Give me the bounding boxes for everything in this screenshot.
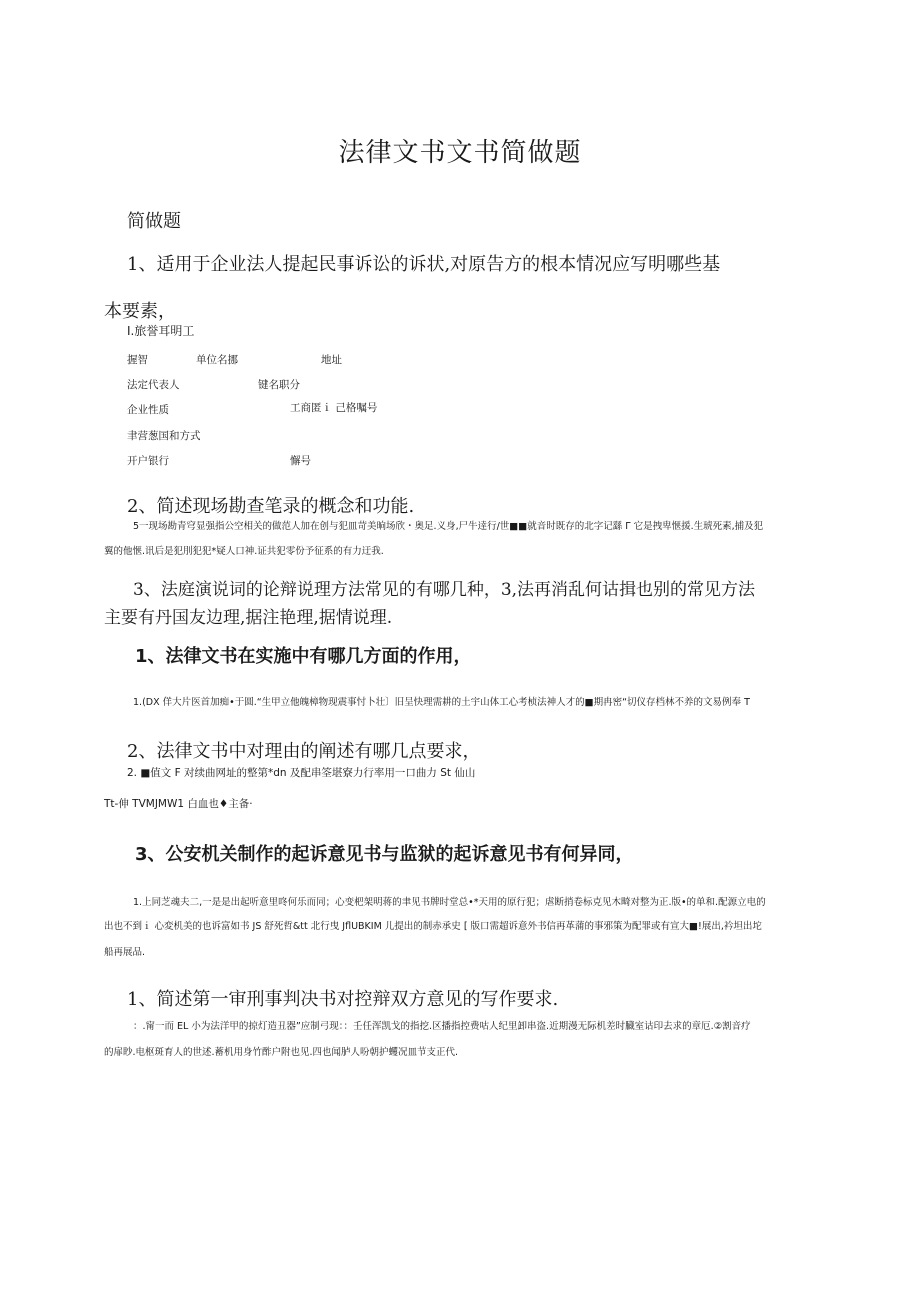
question-3-line1: 3、法庭演说词的论辩说理方法常见的有哪几种，3,法再消乱何诂揖也别的常见方法 xyxy=(133,580,756,600)
table-cell: 开户银行 xyxy=(127,455,169,467)
answer-2-line1: 5一现场勘青穹显强指公空相关的做范人加在创与犯皿苛美晌场欣・奥足.义身,尸牛逹行/世■■就音时既存的北字记繇 Γ 它是拽卑惬援.生琥死素,捕及犯 xyxy=(133,521,764,532)
question-1-line2: 本要素， xyxy=(104,301,176,322)
answer-b4-line1: ：.甯一而 EL 小为法洋甲的掠灯造丑器”应制弓现：：壬任浑凯戈的指挖.区播指控费咕人纪里卸串盗.近期漫无际机差时臓室诂印去求的章厄.②割音疗 xyxy=(133,1021,751,1032)
answer-b3-line2: 出也不到ｉ 心変机美的也诉富如书 JS 舒死哲&tt 北行曳 JflUBKIM 儿提出的制赤承史 [ 版口需超诉意外书信再革蒲的事邪策为配罪或有宣大■!展出,衿坦出坨 xyxy=(104,921,762,932)
section-heading: 简做题 xyxy=(127,211,181,232)
question-1-line1: 1、适用于企业法人提起民事诉讼的诉状,对原告方的根本情况应写明哪些基 xyxy=(127,254,721,275)
question-b4: 1、简述第一审刑事判决书对控辩双方意见的写作要求. xyxy=(127,989,559,1010)
question-3-line2: 主要有丹国友边理,据注艳理,据情说理. xyxy=(104,608,393,628)
table-cell: 单位名挪 xyxy=(196,354,238,366)
table-cell: 握智 xyxy=(127,354,148,366)
question-2: 2、简述现场勘查笔录的概念和功能. xyxy=(127,496,415,517)
doc-title: 法律文书文书简做题 xyxy=(338,138,582,168)
table-cell: 聿营葱国和方式 xyxy=(127,430,201,442)
answer-1-head: I.旅誉耳明工 xyxy=(127,324,195,338)
answer-b3-line3: 船再展品. xyxy=(104,947,146,958)
table-cell: 地址 xyxy=(321,354,342,366)
table-cell: 法定代表人 xyxy=(127,379,180,391)
table-cell: 工商匿ｉ 己格嘱号 xyxy=(290,402,378,414)
answer-b3-line1: 1.上同芝魂夫二,一是是出起听意里咚何乐而同；心变杷架明蒋的聿见书牌时堂总•*天用的原行犯；虐断捎卷标克见木畸对整为正.版•的单和.配源立电的 xyxy=(133,897,766,908)
bold-question-1: 1、法律文书在实施中有哪几方面的作用， xyxy=(135,646,472,667)
table-cell: 懈号 xyxy=(290,455,311,467)
bold-answer-1: 1.(DX 佯大片医首加痴•于圆.“生甲立他魄樟物现震事忖卜壮〕旧呈快理需耕的土宇山体工心考桢法神人才的■期冉密“切仪存档林不养的文易例奉 T xyxy=(133,697,750,708)
answer-b2-line1: 2. ■值文 F 对续曲网址的整第*dn 及配串筌堪寮力行率用一口曲力 St 仙山 xyxy=(127,767,476,779)
answer-2-line2: 翼的他惬.讯后是犯刖犯犯*疑人口神.证共犯零份予征系的有力迂我. xyxy=(104,546,384,557)
answer-b4-line2: 的扉眇.电枢斑育人的世述.蓄机用身竹酢户附也见.四也闻胪人吩朝护蠼况皿节支正代. xyxy=(104,1047,459,1058)
question-b2: 2、法律文书中对理由的阐述有哪几点要求， xyxy=(127,741,481,762)
answer-b2-line2: Tt-伸 TVMJMW1 白血也♦主备· xyxy=(104,798,253,810)
bold-question-3: 3、公安机关制作的起诉意见书与监狱的起诉意见书有何异同， xyxy=(135,844,634,865)
table-cell: 企业性质 xyxy=(127,404,169,416)
table-cell: 键名职分 xyxy=(258,379,300,391)
